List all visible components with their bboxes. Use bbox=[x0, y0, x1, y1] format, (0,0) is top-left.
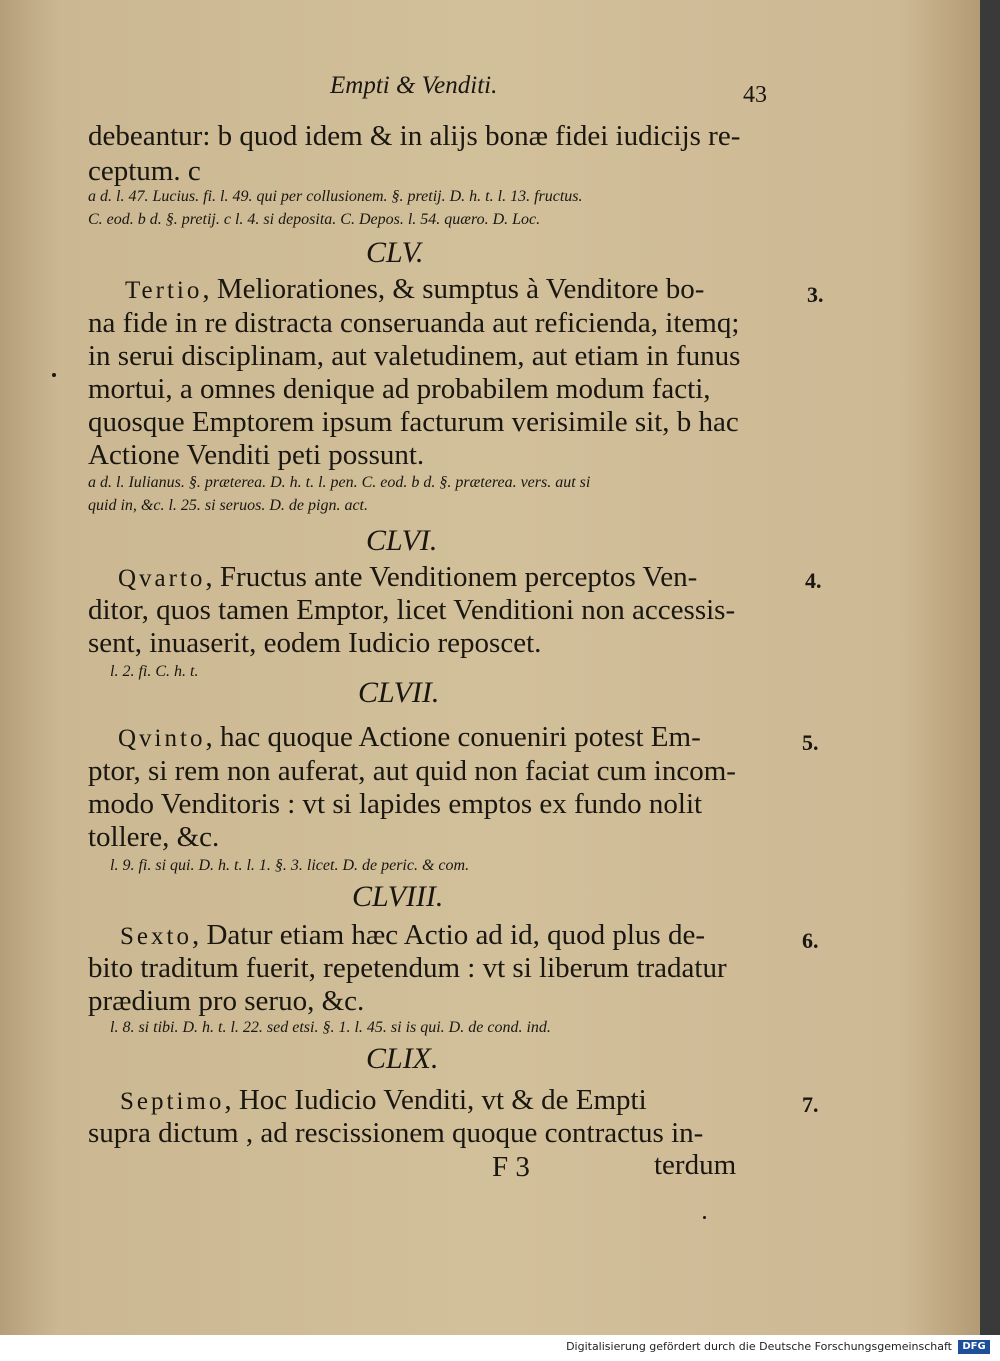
section-lead: Sexto bbox=[120, 923, 192, 950]
paragraph-line: Sexto, Datur etiam hæc Actio ad id, quod plus de- bbox=[120, 919, 705, 951]
section-heading: CLVII. bbox=[358, 676, 440, 709]
ink-speck bbox=[703, 1216, 706, 1219]
text-line: mortui, a omnes denique ad probabilem modum facti, bbox=[88, 373, 711, 405]
text-line: sent, inuaserit, eodem Iudicio reposcet. bbox=[88, 627, 542, 659]
catchword: terdum bbox=[654, 1149, 737, 1181]
credit-bar bbox=[0, 1335, 1000, 1361]
section-lead: Qvinto bbox=[118, 725, 206, 752]
text-line: in serui disciplinam, aut valetudinem, aut etiam in funus bbox=[88, 340, 741, 372]
text-line: debeantur: b quod idem & in alijs bonæ fidei iudicijs re- bbox=[88, 120, 741, 152]
text-line: ceptum. c bbox=[88, 155, 201, 187]
scan-edge bbox=[980, 0, 1000, 1335]
paragraph-line: Qvarto, Fructus ante Venditionem perceptos Ven- bbox=[118, 561, 698, 593]
margin-number: 4. bbox=[805, 568, 822, 593]
text-line: quosque Emptorem ipsum facturum verisimile sit, b hac bbox=[88, 406, 739, 438]
margin-number: 6. bbox=[802, 928, 819, 953]
text-line: modo Venditoris : vt si lapides emptos ex fundo nolit bbox=[88, 788, 703, 820]
footnote: a d. l. 47. Lucius. fi. l. 49. qui per collusionem. §. pretij. D. h. t. l. 13. fructus. bbox=[88, 188, 583, 205]
page-number: 43 bbox=[743, 82, 767, 108]
section-heading: CLV. bbox=[366, 236, 424, 269]
section-lead: Septimo bbox=[120, 1088, 225, 1115]
text-line: prædium pro seruo, &c. bbox=[88, 985, 365, 1017]
text-line: bito traditum fuerit, repetendum : vt si liberum tradatur bbox=[88, 952, 727, 984]
margin-number: 7. bbox=[802, 1092, 819, 1117]
footnote: C. eod. b d. §. pretij. c l. 4. si deposita. C. Depos. l. 54. quæro. D. Loc. bbox=[88, 211, 541, 228]
section-heading: CLVI. bbox=[366, 524, 438, 557]
footnote: a d. l. Iulianus. §. præterea. D. h. t. l. pen. C. eod. b d. §. præterea. vers. aut si bbox=[88, 474, 591, 491]
credit-text: Digitalisierung gefördert durch die Deutsche Forschungsgemeinschaft bbox=[566, 1340, 952, 1353]
paragraph-line: Qvinto, hac quoque Actione conueniri potest Em- bbox=[118, 721, 701, 753]
running-title: Empti & Venditi. bbox=[330, 72, 498, 99]
paragraph-line: Septimo, Hoc Iudicio Venditi, vt & de Empti bbox=[120, 1084, 647, 1116]
footnote: l. 8. si tibi. D. h. t. l. 22. sed etsi. §. 1. l. 45. si is qui. D. de cond. ind. bbox=[110, 1019, 551, 1036]
section-heading: CLVIII. bbox=[352, 880, 444, 913]
dfg-logo-icon: DFG bbox=[958, 1340, 990, 1354]
signature-mark: F 3 bbox=[492, 1151, 530, 1183]
text-line: ptor, si rem non auferat, aut quid non faciat cum incom- bbox=[88, 755, 736, 787]
margin-number: 5. bbox=[802, 730, 819, 755]
section-lead: Qvarto bbox=[118, 565, 206, 592]
footnote: l. 9. fi. si qui. D. h. t. l. 1. §. 3. licet. D. de peric. & com. bbox=[110, 857, 470, 874]
ink-speck bbox=[52, 373, 56, 377]
footnote: l. 2. fi. C. h. t. bbox=[110, 663, 199, 680]
text-line: na fide in re distracta conseruanda aut reficienda, itemq; bbox=[88, 307, 740, 339]
paragraph-line: Tertio, Meliorationes, & sumptus à Venditore bo- bbox=[125, 273, 705, 305]
text-line: ditor, quos tamen Emptor, licet Venditioni non accessis- bbox=[88, 594, 736, 626]
text-line: Actione Venditi peti possunt. bbox=[88, 439, 425, 471]
footnote: quid in, &c. l. 25. si seruos. D. de pign. act. bbox=[88, 497, 368, 514]
section-lead: Tertio bbox=[125, 277, 203, 304]
section-heading: CLIX. bbox=[366, 1042, 439, 1075]
margin-number: 3. bbox=[807, 282, 824, 307]
text-line: tollere, &c. bbox=[88, 821, 220, 853]
text-line: supra dictum , ad rescissionem quoque contractus in- bbox=[88, 1117, 704, 1149]
